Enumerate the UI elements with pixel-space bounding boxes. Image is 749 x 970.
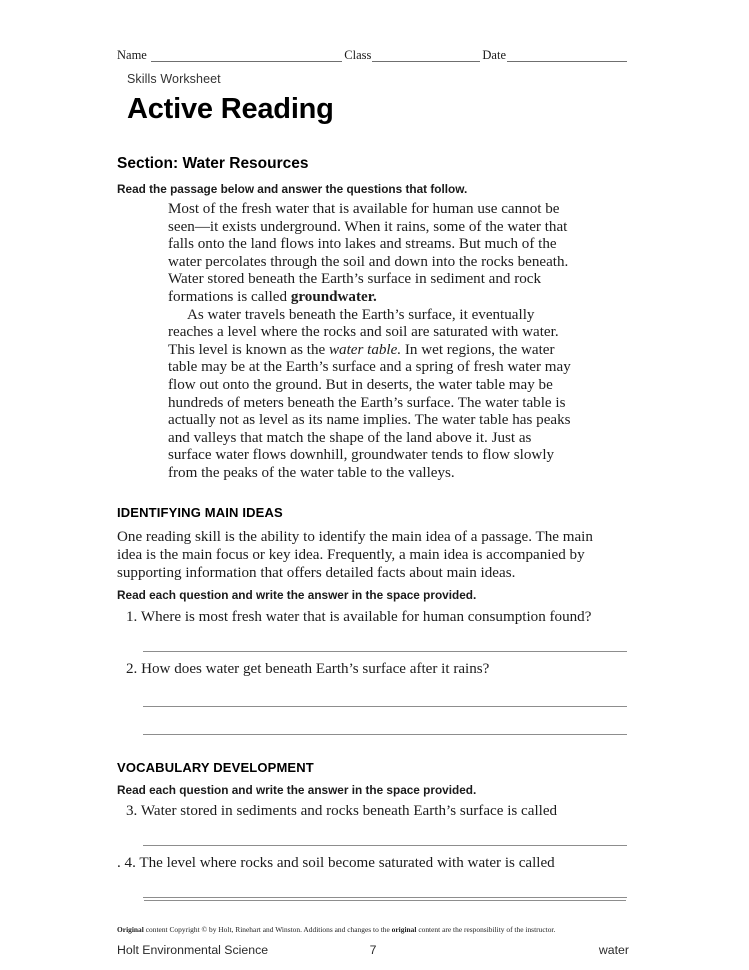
vocabulary-instruction: Read each question and write the answer in the space provided. <box>117 783 477 797</box>
passage-p2-text-b: In wet regions, the water table may be at the Earth’s surface and a spring of fresh water may flow out onto the ground. But in deserts, the water table may be hundreds of meters beneath the Earth’s surface. The water table is actually not as level as its name implies. The water table has peaks and valleys that match the shape of the land above it. Just as surface water flows downhill, groundwater tends to flow slowly from the peaks of the water table to the valleys. <box>168 341 571 481</box>
footer-topic: water <box>598 943 629 957</box>
copyright-tail: content are the responsibility of the instructor. <box>416 925 556 934</box>
answer-line-1a[interactable] <box>143 651 627 652</box>
vocabulary-heading: VOCABULARY DEVELOPMENT <box>117 760 314 775</box>
copyright-lead: Original <box>117 925 144 934</box>
question-3-number: 3. <box>126 803 138 819</box>
term-groundwater: groundwater. <box>290 288 377 305</box>
answer-line-4a[interactable] <box>143 897 627 898</box>
main-ideas-explanation <box>117 528 617 583</box>
question-2-number: 2. <box>126 661 138 677</box>
passage-paragraph-1 <box>168 201 576 307</box>
question-1-number: 1. <box>126 609 138 625</box>
question-2 <box>126 661 631 678</box>
worksheet-kicker: Skills Worksheet <box>127 72 221 86</box>
answer-line-2a[interactable] <box>143 706 627 707</box>
term-water-table: water table. <box>328 341 402 358</box>
question-1-text: Where is most fresh water that is available for human consumption found? <box>140 609 592 625</box>
class-label: Class <box>344 48 372 62</box>
passage-p2-text-a: As water travels beneath the Earth’s surface, it eventually reaches a level where the rocks and soil are saturated with water. This level is known as the <box>168 306 559 358</box>
footer-divider <box>144 900 626 901</box>
name-label: Name <box>117 48 147 62</box>
name-input-line[interactable] <box>151 50 342 62</box>
question-3 <box>126 803 631 820</box>
main-ideas-heading: IDENTIFYING MAIN IDEAS <box>117 505 283 520</box>
passage-paragraph-2 <box>168 307 576 483</box>
date-label: Date <box>482 48 506 62</box>
main-ideas-instruction: Read each question and write the answer in the space provided. <box>117 588 477 602</box>
answer-line-2b[interactable] <box>143 734 627 735</box>
question-3-text: Water stored in sediments and rocks beneath Earth’s surface is called <box>140 803 558 819</box>
footer-page-number: 7 <box>369 943 377 957</box>
copyright-mid: content Copyright © by Holt, Rinehart and Winston. Additions and changes to the <box>143 925 392 934</box>
student-info-row <box>117 48 627 63</box>
copyright-bold-original: original <box>391 925 417 934</box>
question-4-text: The level where rocks and soil become saturated with water is called <box>139 855 555 871</box>
question-4 <box>117 855 622 872</box>
copyright-notice <box>117 925 629 934</box>
page-title: Active Reading <box>127 93 334 125</box>
main-ideas-explanation-text: One reading skill is the ability to identify the main idea of a passage. The main idea is the main focus or key idea. Frequently, a main idea is accompanied by supporting information that offers detailed facts about main ideas. <box>117 529 593 582</box>
question-2-text: How does water get beneath Earth’s surface after it rains? <box>141 661 490 677</box>
class-input-line[interactable] <box>372 50 480 62</box>
question-1 <box>126 609 631 626</box>
footer-book-title: Holt Environmental Science <box>117 943 269 957</box>
reading-passage <box>168 201 576 483</box>
question-4-number: . 4. <box>117 855 136 871</box>
passage-p1-text: Most of the fresh water that is available for human use cannot be seen—it exists underground. When it rains, some of the water that falls onto the land flows into lakes and streams. But much of the water percolates through the soil and down into the rocks beneath. Water stored beneath the Earth’s surface in sediment and rock formations is called <box>168 201 569 305</box>
passage-instruction: Read the passage below and answer the questions that follow. <box>117 182 468 196</box>
answer-line-3a[interactable] <box>143 845 627 846</box>
date-input-line[interactable] <box>507 50 627 62</box>
section-heading: Section: Water Resources <box>117 155 309 172</box>
